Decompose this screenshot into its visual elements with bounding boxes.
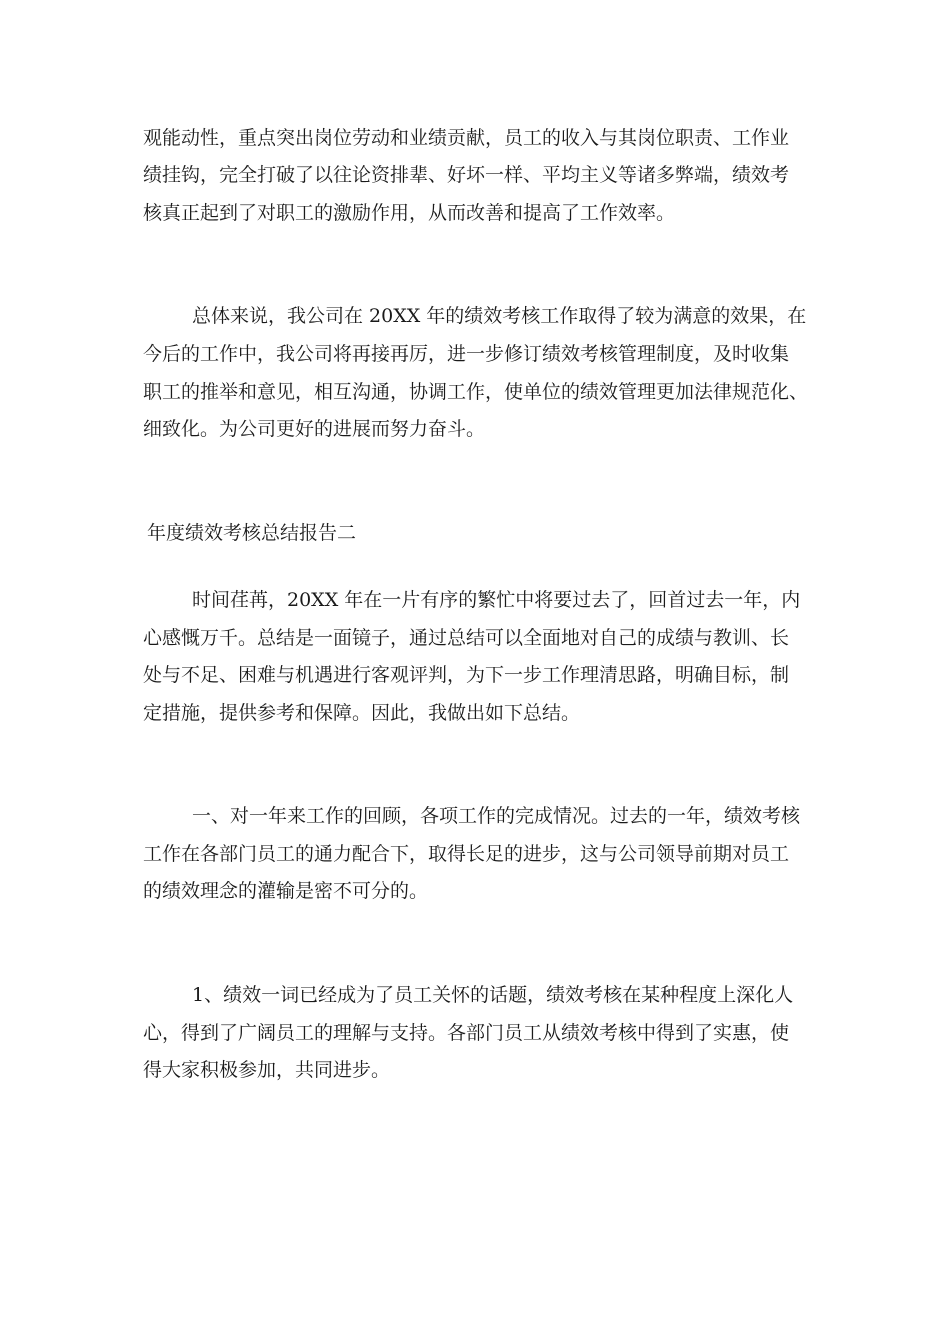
text-line: 心，得到了广阔员工的理解与支持。各部门员工从绩效考核中得到了实惠，使 [143,1022,790,1044]
text-line: 的绩效理念的灌输是密不可分的。 [143,880,429,902]
text-line: 1、绩效一词已经成为了员工关怀的话题，绩效考核在某种程度上深化人 [192,984,794,1006]
text-line: 心感慨万千。总结是一面镜子，通过总结可以全面地对自己的成绩与教训、长 [143,627,790,649]
text-line: 观能动性，重点突出岗位劳动和业绩贡献，员工的收入与其岗位职责、工作业 [143,127,790,149]
text-line: 核真正起到了对职工的激励作用，从而改善和提高了工作效率。 [143,202,676,224]
text-line: 绩挂钩，完全打破了以往论资排辈、好坏一样、平均主义等诸多弊端，绩效考 [143,164,790,186]
text-line: 工作在各部门员工的通力配合下，取得长足的进步，这与公司领导前期对员工 [143,843,790,865]
text-line: 细致化。为公司更好的进展而努力奋斗。 [143,418,486,440]
text-line: 时间荏苒，20XX 年在一片有序的繁忙中将要过去了，回首过去一年，内 [192,589,801,611]
text-line: 一、对一年来工作的回顾，各项工作的完成情况。过去的一年，绩效考核 [192,805,801,827]
text-line: 得大家积极参加，共同进步。 [143,1059,391,1081]
text-line: 总体来说，我公司在 20XX 年的绩效考核工作取得了较为满意的效果，在 [192,305,807,327]
section-title: 年度绩效考核总结报告二 [147,522,357,544]
text-line: 今后的工作中，我公司将再接再厉，进一步修订绩效考核管理制度，及时收集 [143,343,790,365]
text-line: 处与不足、困难与机遇进行客观评判，为下一步工作理清思路，明确目标，制 [143,664,790,686]
text-line: 职工的推举和意见，相互沟通，协调工作，使单位的绩效管理更加法律规范化、 [143,381,809,403]
text-line: 定措施，提供参考和保障。因此，我做出如下总结。 [143,702,581,724]
